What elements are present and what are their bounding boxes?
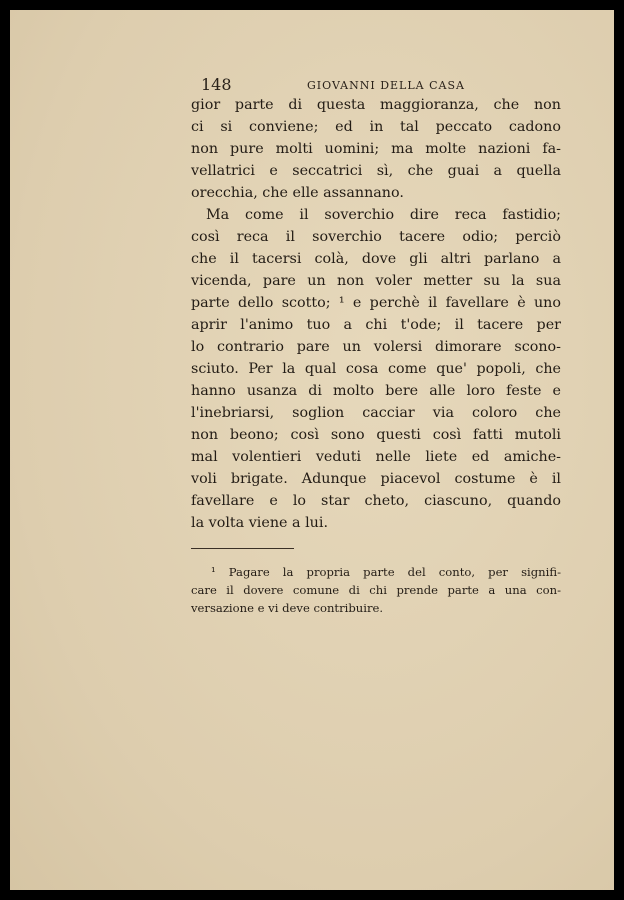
footnote-line: care il dovere comune di chi prende parte a una con- xyxy=(191,583,561,597)
text-line: parte dello scotto; ¹ e perchè il favellare è uno xyxy=(191,295,561,311)
text-line: ci si conviene; ed in tal peccato cadono xyxy=(191,119,561,135)
footnote-line: versazione e vi deve contribuire. xyxy=(191,601,384,615)
text-line: hanno usanza di molto bere alle loro feste e xyxy=(191,383,561,399)
text-line: vicenda, pare un non voler metter su la sua xyxy=(191,273,561,289)
text-line: gior parte di questa maggioranza, che non xyxy=(191,97,561,113)
footnote-line: ¹ Pagare la propria parte del conto, per signifi- xyxy=(211,565,561,579)
body-text xyxy=(191,94,561,534)
footnote-divider xyxy=(191,548,294,549)
text-line: così reca il soverchio tacere odio; perciò xyxy=(191,229,561,245)
text-line: che il tacersi colà, dove gli altri parlano a xyxy=(191,251,561,267)
text-line: sciuto. Per la qual cosa come que' popoli, che xyxy=(191,361,561,377)
text-line: voli brigate. Adunque piacevol costume è il xyxy=(191,471,561,487)
page-number: 148 xyxy=(201,75,232,94)
text-line: la volta viene a lui. xyxy=(191,515,329,531)
running-head: GIOVANNI DELLA CASA xyxy=(307,79,465,92)
text-line: mal volentieri veduti nelle liete ed amiche- xyxy=(191,449,561,465)
footnote xyxy=(191,563,561,617)
text-line: favellare e lo star cheto, ciascuno, quando xyxy=(191,493,561,509)
text-line: vellatrici e seccatrici sì, che guai a quella xyxy=(191,163,561,179)
text-line: non pure molti uomini; ma molte nazioni fa- xyxy=(191,141,561,157)
paragraph-start-line: Ma come il soverchio dire reca fastidio; xyxy=(206,207,561,223)
text-line: orecchia, che elle assannano. xyxy=(191,185,404,201)
text-line: non beono; così sono questi così fatti mutoli xyxy=(191,427,561,443)
text-line: aprir l'animo tuo a chi t'ode; il tacere per xyxy=(191,317,561,333)
text-line: lo contrario pare un volersi dimorare scono- xyxy=(191,339,561,355)
text-line: l'inebriarsi, soglion cacciar via coloro che xyxy=(191,405,561,421)
